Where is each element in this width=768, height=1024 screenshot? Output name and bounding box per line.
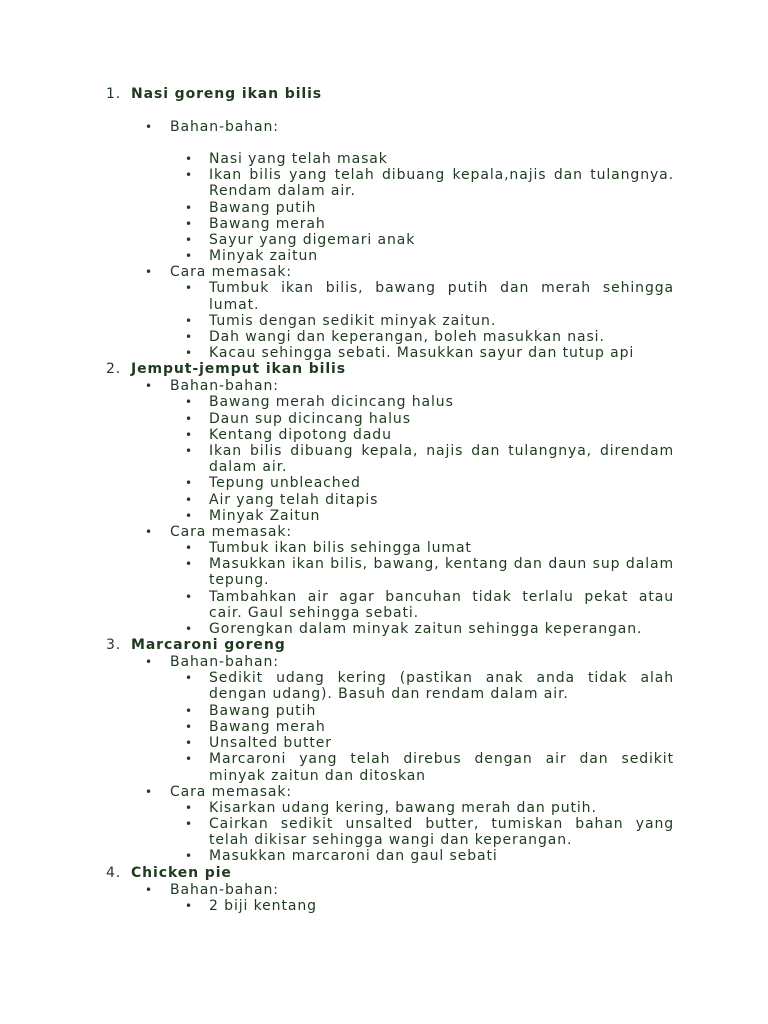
list-item-text: Minyak Zaitun (209, 507, 321, 524)
list-item (0, 898, 674, 914)
bullet-icon: • (185, 168, 193, 183)
list-item (0, 313, 674, 329)
bullet-icon: • (185, 346, 193, 361)
list-item (0, 411, 674, 427)
list-item-text: Ikan bilis dibuang kepala, najis dan tulangnya, direndam dalam air. (209, 443, 674, 476)
list-item-text: Kacau sehingga sebati. Masukkan sayur dan tutup api (209, 345, 635, 362)
recipe-item (0, 361, 768, 637)
bullet-icon: • (185, 427, 193, 442)
recipe-number: 3. (106, 637, 122, 654)
bullet-icon: • (185, 249, 193, 264)
section-label: Cara memasak: (170, 783, 293, 800)
list-item-text: Sayur yang digemari anak (209, 232, 416, 249)
list-item-text: 2 biji kentang (209, 897, 317, 914)
list-item-text: Cairkan sedikit unsalted butter, tumiskan bahan yang telah dikisar sehingga wangi dan keperangan. (209, 815, 674, 849)
list-item (0, 345, 674, 361)
section-heading (0, 524, 768, 540)
ingredient-step-list (0, 151, 768, 264)
list-item (0, 589, 674, 621)
bullet-icon: • (185, 200, 193, 215)
recipe-heading (0, 865, 768, 882)
list-item (0, 540, 674, 556)
list-item (0, 475, 674, 491)
bullet-icon: • (185, 508, 193, 523)
recipe-title: Nasi goreng ikan bilis (131, 86, 323, 102)
list-item-text: Gorengkan dalam minyak zaitun sehingga keperangan. (209, 621, 643, 638)
recipe-item (0, 865, 768, 914)
list-item-text: Air yang telah ditapis (209, 491, 379, 508)
list-item (0, 670, 674, 702)
bullet-icon: • (185, 671, 193, 686)
list-item (0, 248, 674, 264)
list-item-text: Tepung unbleached (209, 475, 361, 492)
bullet-icon: • (185, 816, 193, 831)
section-item (0, 378, 768, 524)
bullet-icon: • (185, 395, 193, 410)
recipe-title: Chicken pie (131, 864, 232, 881)
recipe-title: Jemput-jemput ikan bilis (131, 361, 346, 378)
bullet-icon: • (185, 849, 193, 864)
bullet-icon: • (185, 152, 193, 166)
section-heading (0, 784, 768, 800)
list-item (0, 703, 674, 719)
recipe-number: 2. (106, 361, 122, 378)
list-item-text: Daun sup dicincang halus (209, 410, 411, 427)
bullet-icon: • (145, 655, 153, 670)
bullet-icon: • (185, 476, 193, 491)
list-item-text: Dah wangi dan keperangan, boleh masukkan nasi. (209, 329, 605, 346)
list-item (0, 508, 674, 524)
list-item-text: Tumis dengan sedikit minyak zaitun. (209, 312, 497, 329)
section-list (0, 119, 768, 361)
recipe-heading (0, 637, 768, 654)
bullet-icon: • (185, 313, 193, 328)
bullet-icon: • (185, 703, 193, 718)
list-item (0, 394, 674, 410)
recipe-heading (0, 361, 768, 378)
list-item-text: Bawang merah (209, 718, 326, 735)
list-item (0, 167, 674, 199)
spacer (0, 135, 768, 151)
bullet-icon: • (185, 281, 193, 296)
bullet-icon: • (185, 216, 193, 231)
recipe-number: 1. (106, 86, 122, 102)
recipe-item (0, 637, 768, 864)
section-label: Bahan-bahan: (170, 881, 279, 898)
bullet-icon: • (145, 525, 153, 540)
list-item (0, 216, 674, 232)
recipe-list (0, 86, 768, 914)
list-item-text: Bawang merah dicincang halus (209, 394, 454, 411)
list-item (0, 751, 674, 783)
list-item-text: Masukkan marcaroni dan gaul sebati (209, 848, 498, 865)
section-heading (0, 654, 768, 670)
list-item-text: Nasi yang telah masak (209, 151, 388, 167)
list-item-text: Masukkan ikan bilis, bawang, kentang dan daun sup dalam tepung. (209, 556, 674, 589)
list-item-text: Bawang merah (209, 215, 326, 232)
bullet-icon: • (185, 233, 193, 248)
bullet-icon: • (185, 898, 193, 913)
list-item-text: Tumbuk ikan bilis sehingga lumat (209, 540, 472, 557)
list-item (0, 200, 674, 216)
list-item-text: Bawang putih (209, 199, 317, 216)
section-item (0, 264, 768, 361)
section-heading (0, 882, 768, 898)
recipe-item (0, 86, 768, 361)
bullet-icon: • (145, 379, 153, 394)
section-label: Bahan-bahan: (170, 654, 279, 671)
list-item (0, 427, 674, 443)
section-heading (0, 119, 768, 135)
list-item-text: Tumbuk ikan bilis, bawang putih dan merah sehingga lumat. (209, 280, 674, 313)
bullet-icon: • (185, 719, 193, 734)
list-item-text: Minyak zaitun (209, 248, 319, 265)
section-item (0, 784, 768, 865)
section-label: Cara memasak: (170, 524, 293, 541)
list-item-text: Bawang putih (209, 702, 317, 719)
bullet-icon: • (145, 784, 153, 799)
ingredient-step-list (0, 800, 768, 865)
list-item (0, 492, 674, 508)
bullet-icon: • (145, 265, 153, 280)
section-item (0, 654, 768, 783)
bullet-icon: • (185, 589, 193, 604)
list-item (0, 735, 674, 751)
ingredient-step-list (0, 540, 768, 637)
list-item-text: Unsalted butter (209, 735, 332, 752)
section-heading (0, 264, 768, 280)
section-item (0, 524, 768, 637)
list-item-text: Tambahkan air agar bancuhan tidak terlalu pekat atau cair. Gaul sehingga sebati. (209, 588, 674, 621)
list-item-text: Kentang dipotong dadu (209, 426, 392, 443)
list-item (0, 232, 674, 248)
list-item-text: Marcaroni yang telah direbus dengan air dan sedikit minyak zaitun dan ditoskan (209, 751, 674, 784)
ingredient-step-list (0, 670, 768, 783)
spacer (0, 103, 768, 119)
list-item (0, 800, 674, 816)
list-item-text: Sedikit udang kering (pastikan anak anda tidak alah dengan udang). Basuh dan rendam dalam air. (209, 670, 674, 703)
list-item-text: Ikan bilis yang telah dibuang kepala,najis dan tulangnya. Rendam dalam air. (209, 167, 674, 200)
bullet-icon: • (185, 492, 193, 507)
ingredient-step-list (0, 898, 768, 914)
list-item-text: Kisarkan udang kering, bawang merah dan putih. (209, 799, 597, 816)
section-label: Bahan-bahan: (170, 378, 279, 395)
list-item (0, 621, 674, 637)
section-item (0, 119, 768, 264)
list-item (0, 719, 674, 735)
recipe-heading (0, 86, 768, 103)
list-item (0, 280, 674, 312)
bullet-icon: • (185, 800, 193, 815)
list-item (0, 329, 674, 345)
section-list (0, 654, 768, 864)
list-item (0, 443, 674, 475)
ingredient-step-list (0, 394, 768, 524)
bullet-icon: • (185, 622, 193, 637)
recipe-title: Marcaroni goreng (131, 637, 286, 654)
bullet-icon: • (185, 736, 193, 751)
section-heading (0, 378, 768, 394)
bullet-icon: • (145, 882, 153, 897)
bullet-icon: • (185, 541, 193, 556)
bullet-icon: • (185, 444, 193, 459)
section-list (0, 378, 768, 637)
bullet-icon: • (185, 752, 193, 767)
bullet-icon: • (185, 330, 193, 345)
section-item (0, 882, 768, 914)
list-item (0, 816, 674, 848)
bullet-icon: • (145, 120, 153, 134)
list-item (0, 556, 674, 588)
section-list (0, 882, 768, 914)
bullet-icon: • (185, 557, 193, 572)
list-item (0, 848, 674, 864)
ingredient-step-list (0, 280, 768, 361)
bullet-icon: • (185, 411, 193, 426)
section-label: Cara memasak: (170, 264, 293, 281)
section-label: Bahan-bahan: (170, 119, 279, 135)
recipe-number: 4. (106, 864, 122, 881)
list-item (0, 151, 674, 167)
